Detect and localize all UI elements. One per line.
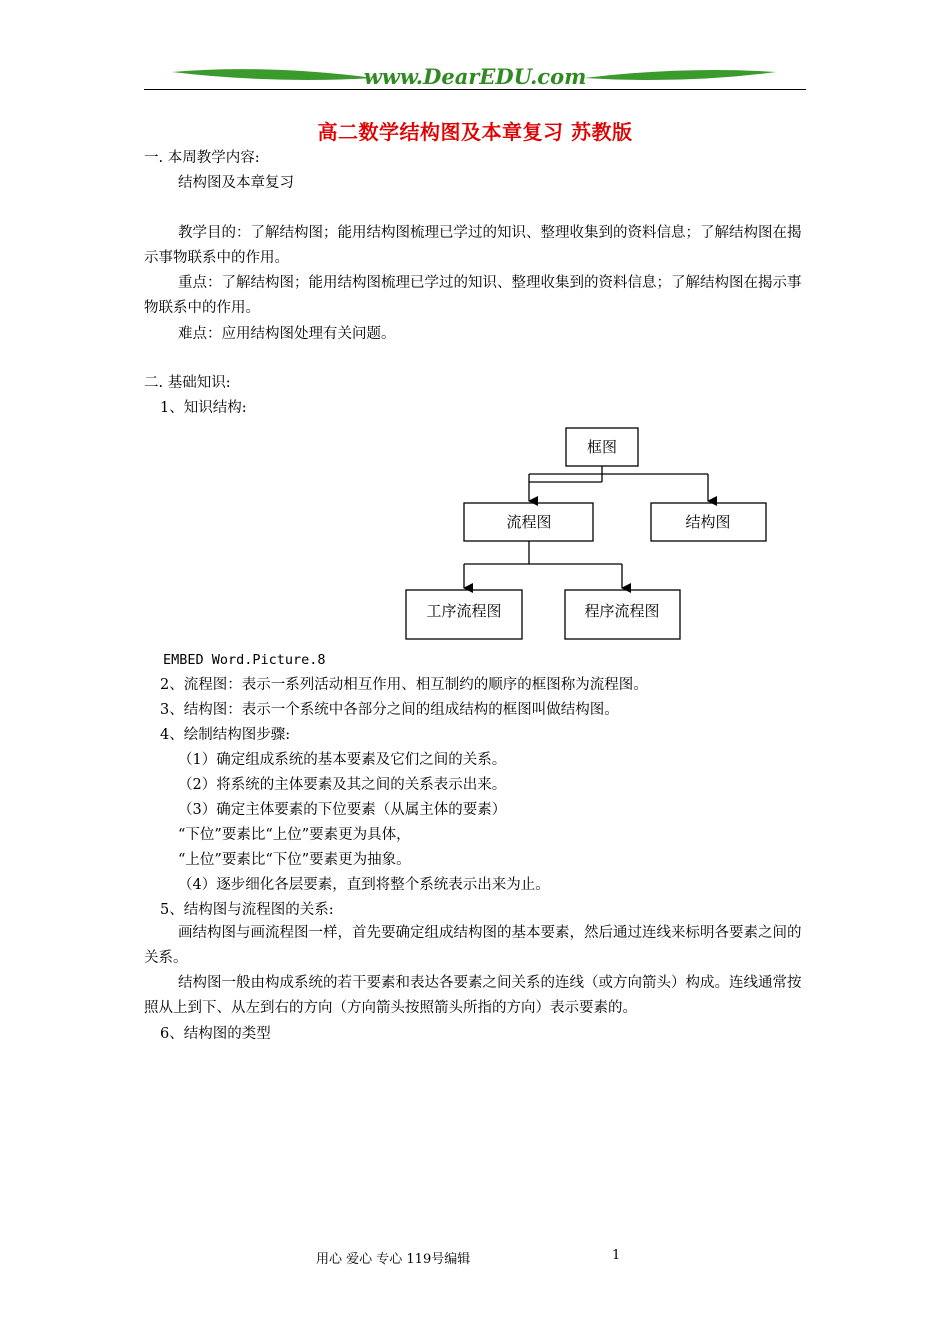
knowledge-structure-diagram	[380, 420, 800, 650]
section1-heading: 一. 本周教学内容:	[144, 150, 260, 166]
page-title: 高二数学结构图及本章复习 苏教版	[317, 120, 633, 144]
section1-topic: 结构图及本章复习	[178, 175, 294, 191]
banner-left-swoosh	[172, 69, 374, 80]
step-3: （3）确定主体要素的下位要素（从属主体的要素）	[178, 802, 507, 818]
section2-heading: 二. 基础知识:	[144, 375, 231, 391]
step-2: （2）将系统的主体要素及其之间的关系表示出来。	[178, 777, 507, 793]
item5-relationship: 5、结构图与流程图的关系:	[160, 902, 334, 918]
step-1: （1）确定组成系统的基本要素及它们之间的关系。	[178, 752, 507, 768]
item2-flowchart-def: 2、流程图：表示一系列活动相互作用、相互制约的顺序的框图称为流程图。	[160, 677, 648, 693]
relationship-paragraph-2: 结构图一般由构成系统的若干要素和表达各要素之间关系的连线（或方向箭头）构成。连线通常按照从上到下、从左到右的方向（方向箭头按照箭头所指的方向）表示要素的。	[144, 975, 802, 1016]
relationship-paragraph-1: 画结构图与画流程图一样，首先要确定组成结构图的基本要素，然后通过连线来标明各要素之间的关系。	[144, 925, 802, 966]
note-upper-level: “上位”要素比“下位”要素更为抽象。	[178, 852, 411, 868]
key-point: 重点：了解结构图；能用结构图梳理已学过的知识、整理收集到的资料信息；了解结构图在揭示事物联系中的作用。	[144, 275, 802, 316]
label-root: 框图	[586, 438, 618, 456]
item3-structure-def: 3、结构图：表示一个系统中各部分之间的组成结构的框图叫做结构图。	[160, 702, 619, 718]
embed-field-code: EMBED Word.Picture.8	[163, 652, 326, 668]
item1-knowledge-structure: 1、知识结构:	[160, 400, 247, 416]
item6-structure-types: 6、结构图的类型	[160, 1026, 271, 1042]
teaching-goal: 教学目的：了解结构图；能用结构图梳理已学过的知识、整理收集到的资料信息；了解结构图在揭示事物联系中的作用。	[144, 225, 802, 266]
page-number: 1	[612, 1248, 621, 1263]
step-4: （4）逐步细化各层要素，直到将整个系统表示出来为止。	[178, 877, 550, 893]
banner-site-text: www.DearEDU.com	[363, 64, 587, 89]
label-structure-chart: 结构图	[685, 513, 731, 531]
label-program-flowchart: 程序流程图	[584, 602, 660, 620]
footer-text: 用心 爱心 专心 119号编辑	[316, 1252, 471, 1267]
difficulty: 难点：应用结构图处理有关问题。	[178, 326, 396, 342]
note-lower-level: “下位”要素比“上位”要素更为具体，	[178, 827, 411, 843]
site-banner-logo	[144, 60, 806, 92]
item4-drawing-steps: 4、绘制结构图步骤:	[160, 727, 291, 743]
label-flowchart: 流程图	[506, 513, 552, 531]
label-process-flowchart: 工序流程图	[426, 602, 502, 620]
banner-right-swoosh	[584, 70, 776, 80]
header-rule	[144, 89, 806, 90]
